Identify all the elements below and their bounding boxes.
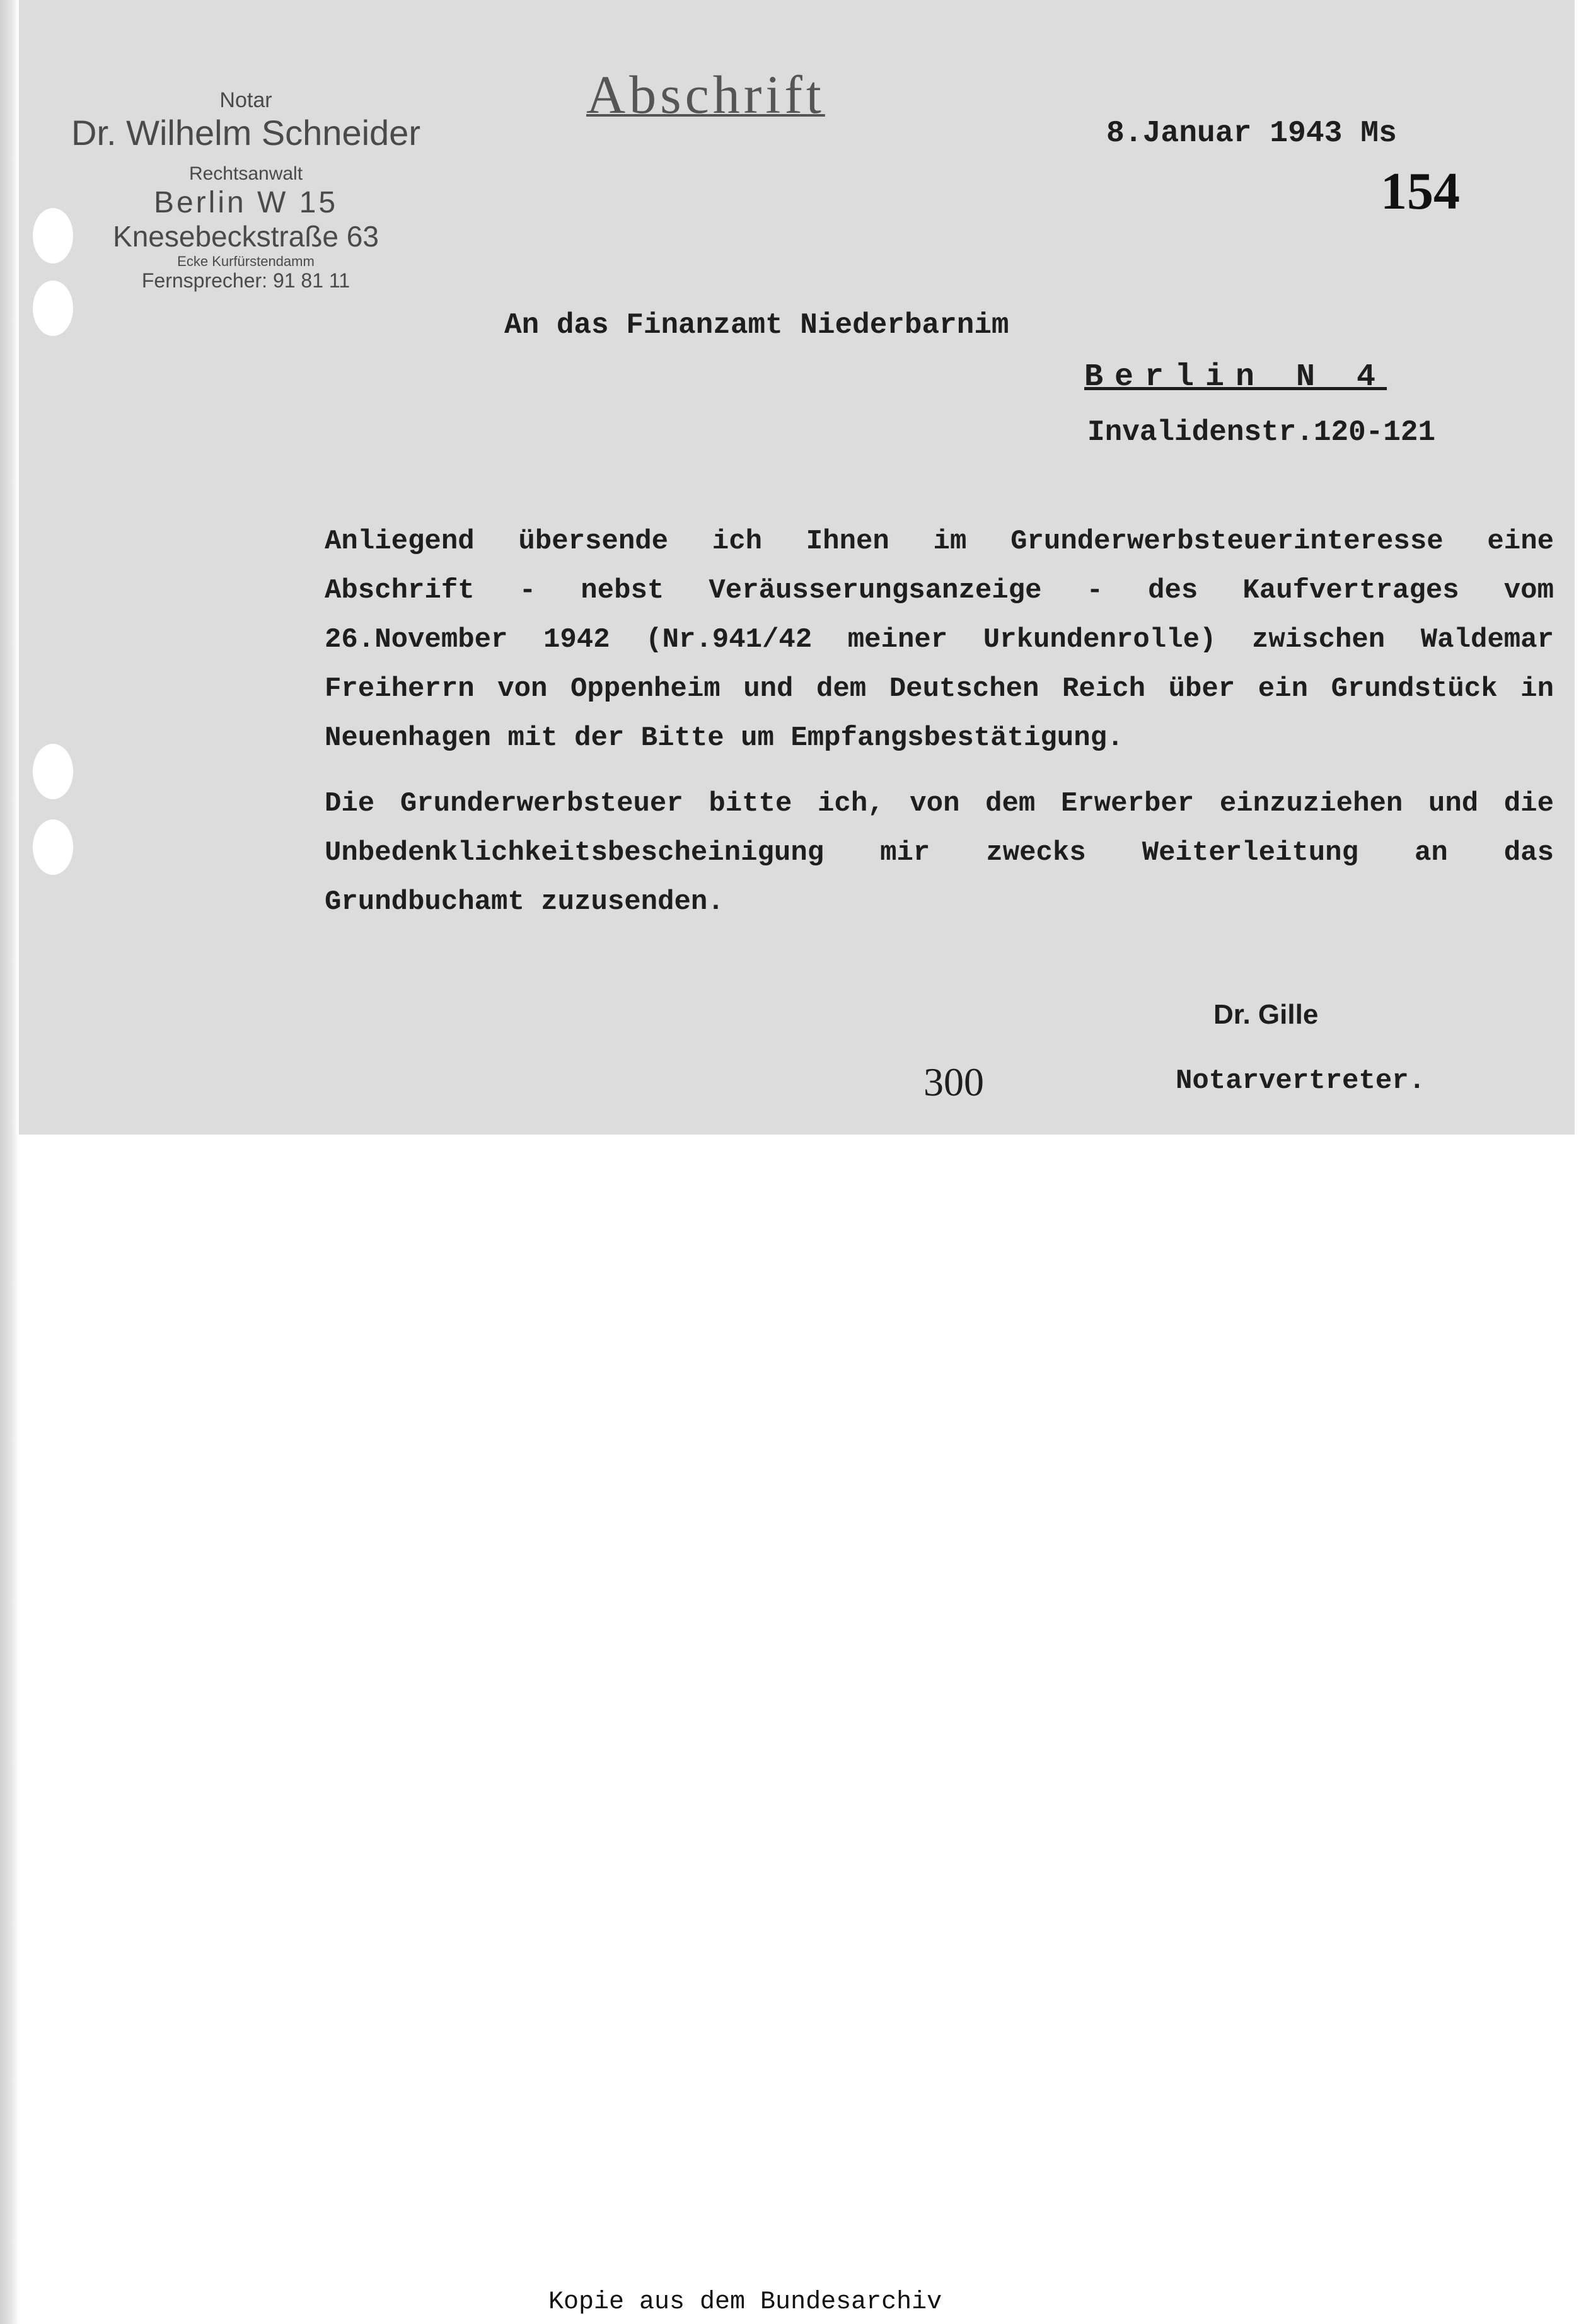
punch-hole: [33, 280, 73, 336]
letter-body: [325, 517, 1554, 943]
recipient-line: An das Finanzamt Niederbarnim: [504, 309, 1009, 342]
stamp-city: Berlin W 15: [153, 185, 339, 219]
folio-number: 300: [923, 1060, 984, 1104]
punch-hole: [33, 208, 73, 263]
archive-footer: Kopie aus dem Bundesarchiv: [548, 2288, 942, 2316]
stamp-title: Notar: [219, 88, 272, 112]
scanned-letter: [0, 0, 1575, 1135]
punch-hole: [33, 744, 73, 799]
stamp-phone: Fernsprecher: 91 81 11: [141, 269, 350, 292]
signer-role: Notarvertreter.: [1176, 1065, 1426, 1097]
stamp-corner: Ecke Kurfürstendamm: [177, 253, 315, 270]
punch-hole: [33, 819, 73, 875]
stamp-profession: Rechtsanwalt: [188, 163, 303, 185]
stamp-name: Dr. Wilhelm Schneider: [71, 113, 420, 153]
body-paragraph: Anliegend übersende ich Ihnen im Grunderwerbsteuerinteresse eine Abschrift - nebst Veräusserungsanzeige - des Kaufvertrages vom 26.November 1942 (Nr.941/42 meiner Urkundenrolle) zwischen Waldemar Freiherrn von Oppenheim und dem Deutschen Reich über ein Grundstück in Neuenhagen mit der Bitte um Empfangsbestätigung.: [325, 526, 1554, 754]
letter-date: 8.Januar 1943 Ms: [1106, 117, 1397, 151]
notary-stamp: [69, 88, 422, 292]
binder-edge: [0, 0, 19, 2324]
recipient-city: Berlin N 4: [1084, 359, 1387, 395]
stamp-street: Knesebeckstraße 63: [113, 220, 379, 253]
recipient-street: Invalidenstr.120-121: [1087, 416, 1436, 449]
copy-label: Abschrift: [586, 64, 825, 125]
signer-name: Dr. Gille: [1213, 999, 1319, 1030]
body-paragraph: Die Grunderwerbsteuer bitte ich, von dem Erwerber einzuziehen und die Unbedenklichkeitsbescheinigung mir zwecks Weiterleitung an das Grundbuchamt zuzusenden.: [325, 788, 1554, 918]
page-number: 154: [1381, 162, 1460, 221]
